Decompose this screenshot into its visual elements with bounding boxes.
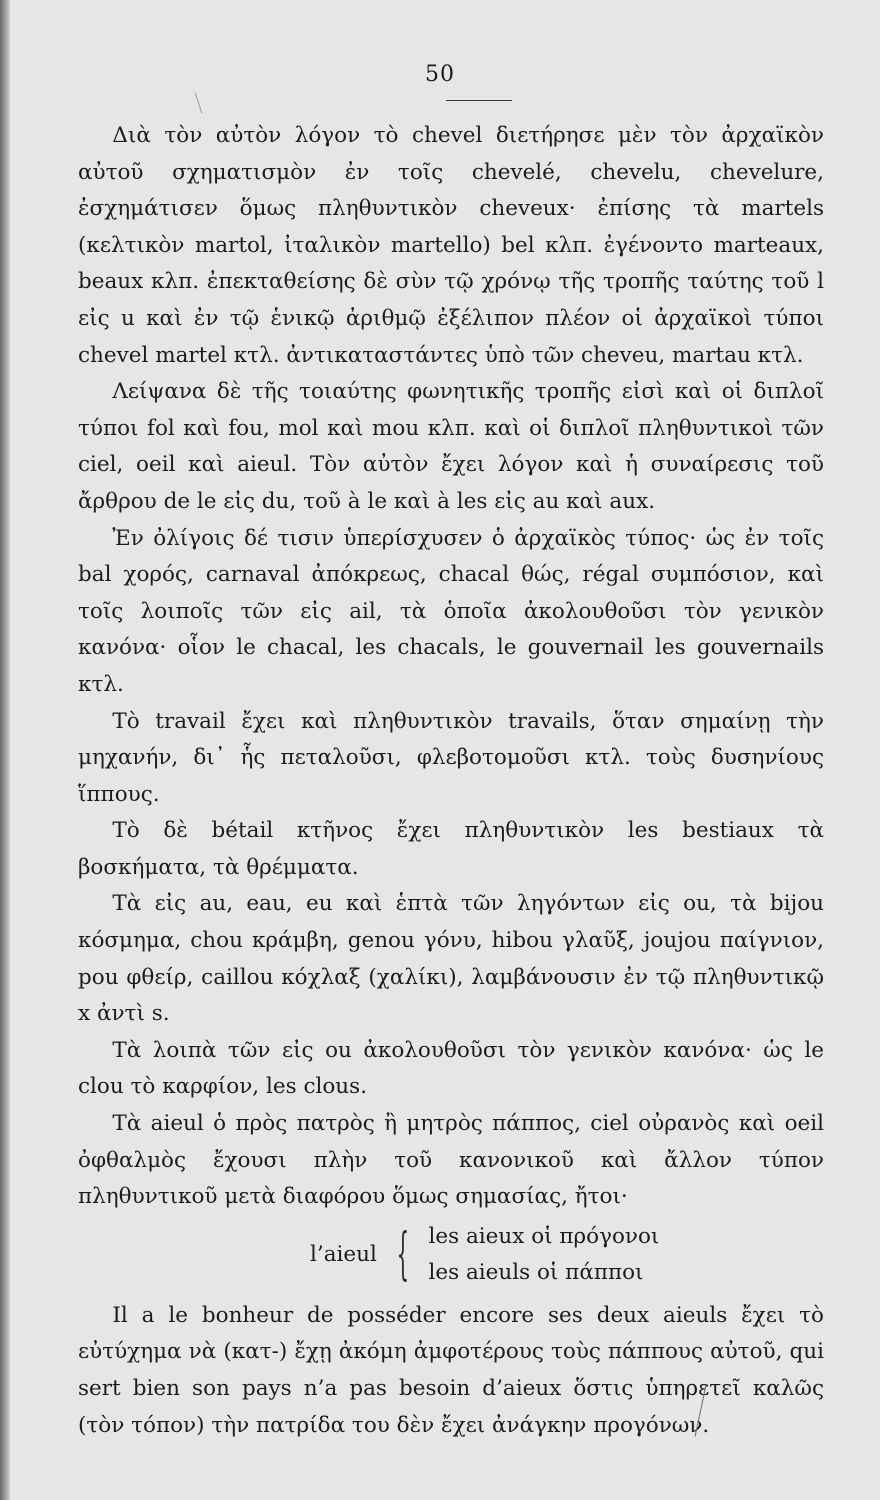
paragraph-5: Τὸ δὲ bétail κτῆνος ἔχει πληθυντικὸν les bestiaux τὰ βοσκήματα, τὰ θρέμματα. <box>78 818 824 880</box>
stray-ink-mark-top <box>195 92 203 113</box>
paragraph-6: Τὰ εἰς au, eau, eu καὶ ἑπτὰ τῶν ληγόντων εἰς ou, τὰ bijou κόσμημα, chou κράμβη, genou γόνυ, hibou γλαῦξ, joujou παίγνιον, pou φθείρ, caillou κόχλαξ (χαλίκι), λαμβάνουσιν ἐν τῷ πληθυντικῷ x ἀντὶ s. <box>78 891 824 1027</box>
aieul-head-word: l’aieul <box>310 1241 377 1267</box>
page-binding-shadow <box>0 0 10 1500</box>
paragraph-4: Τὸ travail ἔχει καὶ πληθυντικὸν travails, ὅταν σημαίνῃ τὴν μηχανήν, δι᾽ ἧς πεταλοῦσι, φλεβοτομοῦσι κτλ. τοὺς δυσηνίους ἵππους. <box>78 708 824 807</box>
page-number: 50 <box>425 62 455 87</box>
aieul-plural-line-2: les aieuls οἱ πάπποι <box>428 1259 644 1285</box>
aieul-plural-line-1: les aieux οἱ πρόγονοι <box>428 1223 660 1249</box>
paragraph-8: Τὰ aieul ὁ πρὸς πατρὸς ἢ μητρὸς πάππος, ciel οὐρανὸς καὶ oeil ὀφθαλμὸς ἔχουσι πλὴν τοῦ κανονικοῦ καὶ ἄλλον τύπον πληθυντικοῦ μετὰ διαφόρου ὅμως σημασίας, ἤτοι· <box>78 1111 824 1210</box>
page-number-rule <box>446 100 512 101</box>
paragraph-2: Λείψανα δὲ τῆς τοιαύτης φωνητικῆς τροπῆς εἰσὶ καὶ οἱ διπλοῖ τύποι fol καὶ fou, mol καὶ mou κλπ. καὶ οἱ διπλοῖ πληθυντικοὶ τῶν ciel, oeil καὶ aieul. Τὸν αὐτὸν ἔχει λόγον καὶ ἡ συναίρεσις τοῦ ἄρθρου de le εἰς du, τοῦ à le καὶ à les εἰς au καὶ aux. <box>78 379 824 514</box>
curly-brace-icon: { <box>396 1221 409 1287</box>
aieul-plural-forms <box>429 1219 660 1291</box>
paragraph-3: Ἐν ὀλίγοις δέ τισιν ὑπερίσχυσεν ὁ ἀρχαϊκὸς τύπος· ὡς ἐν τοῖς bal χορός, carnaval ἀπόκρεως, chacal θώς, régal συμπόσιον, καὶ τοῖς λοιποῖς τῶν εἰς ail, τὰ ὁποῖα ἀκολουθοῦσι τὸν γενικὸν κανόνα· οἷον le chacal, les chacals, le gouvernail les gouvernails κτλ. <box>78 525 824 697</box>
closing-paragraph: Il a le bonheur de posséder encore ses deux aieuls ἔχει τὸ εὐτύχημα νὰ (κατ-) ἔχῃ ἀκόμη ἀμφοτέρους τοὺς πάππους αὐτοῦ, qui sert bien son pays n’a pas besoin d’aieux ὅστις ὑπηρετεῖ καλῶς (τὸν τόπον) τὴν πατρίδα του δὲν ἔχει ἀνάγκην προγόνων. <box>78 1302 824 1438</box>
body-text <box>78 118 824 1444</box>
paragraph-1: Διὰ τὸν αὐτὸν λόγον τὸ chevel διετήρησε μὲν τὸν ἀρχαϊκὸν αὐτοῦ σχηματισμὸν ἐν τοῖς chevelé, chevelu, chevelure, ἐσχημάτισεν ὅμως πληθυντικὸν cheveux· ἐπίσης τὰ martels (κελτικὸν martol, ἰταλικὸν martello) bel κλπ. ἐγένοντο marteaux, beaux κλπ. ἐπεκταθείσης δὲ σὺν τῷ χρόνῳ τῆς τροπῆς ταύτης τοῦ l εἰς u καὶ ἐν τῷ ἑνικῷ ἀριθμῷ ἐξέλιπον πλέον οἱ ἀρχαϊκοὶ τύποι chevel martel κτλ. ἀντικαταστάντες ὑπὸ τῶν cheveu, martau κτλ. <box>78 123 824 368</box>
paragraph-7: Τὰ λοιπὰ τῶν εἰς ou ἀκολουθοῦσι τὸν γενικὸν κανόνα· ὡς le clou τὸ καρφίον, les clous. <box>78 1037 824 1100</box>
aieul-plural-table <box>310 1218 824 1292</box>
